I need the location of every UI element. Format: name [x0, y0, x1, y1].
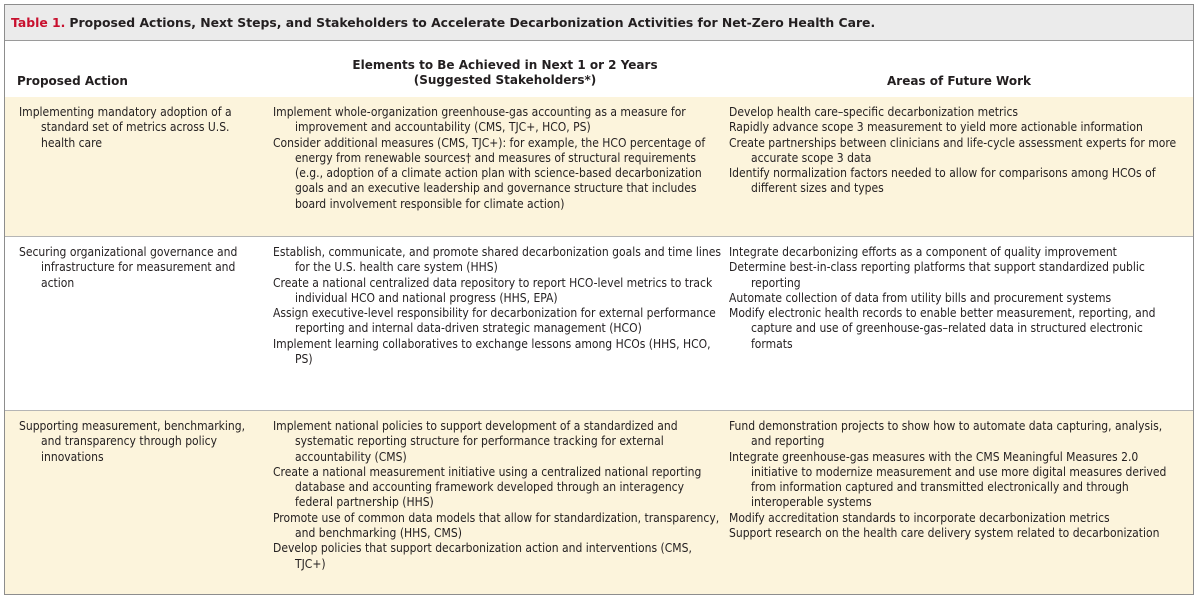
future-item: Develop health care–specific decarbonization metrics — [729, 105, 1019, 119]
header-elements — [290, 58, 720, 88]
future-item: Create partnerships between clinicians and life-cycle assessment experts for more accurate scope 3 data — [729, 135, 1177, 165]
cell-future-work — [729, 419, 1185, 541]
column-headers — [5, 41, 1193, 97]
future-item: Determine best-in-class reporting platforms that support standardized public reporting — [729, 260, 1145, 290]
future-item: Identify normalization factors needed to allow for comparisons among HCOs of different sizes and types — [729, 166, 1156, 196]
future-item: Automate collection of data from utility bills and procurement systems — [729, 290, 1112, 305]
action-text: Securing organizational governance and infrastructure for measurement and action — [19, 245, 238, 290]
future-item: Support research on the health care delivery system related to decarbonization — [729, 526, 1160, 541]
future-item: Modify electronic health records to enable better measurement, reporting, and capture and use of greenhouse-gas–related data in structured electronic formats — [729, 306, 1156, 351]
future-item: Fund demonstration projects to show how to automate data capturing, analysis, and reporting — [729, 419, 1163, 449]
table-caption — [5, 5, 1193, 41]
element-item: Create a national measurement initiative using a centralized national reporting database and accounting framework developed through an interagency federal partnership (HHS) — [273, 464, 702, 510]
cell-elements — [273, 419, 721, 572]
table-row — [5, 411, 1193, 595]
element-item: Implement national policies to support development of a standardized and systematic reporting structure for performance tracking for external accountability (CMS) — [273, 419, 678, 464]
table-row — [5, 237, 1193, 411]
future-item: Modify accreditation standards to incorporate decarbonization metrics — [729, 510, 1110, 525]
header-future-work: Areas of Future Work — [886, 74, 1031, 88]
action-text: Supporting measurement, benchmarking, and transparency through policy innovations — [19, 419, 246, 464]
element-item: Promote use of common data models that allow for standardization, transparency, and benchmarking (HHS, CMS) — [273, 510, 720, 541]
element-item: Implement learning collaboratives to exchange lessons among HCOs (HHS, HCO, PS) — [273, 336, 711, 367]
table-row — [5, 97, 1193, 237]
element-item: Implement whole-organization greenhouse-gas accounting as a measure for improvement and accountability (CMS, TJC+, HCO, PS) — [273, 105, 686, 135]
header-elements-line2: (Suggested Stakeholders*) — [413, 73, 597, 87]
cell-proposed-action — [19, 105, 259, 151]
future-item: Integrate greenhouse-gas measures with the CMS Meaningful Measures 2.0 initiative to modernize measurement and use more digital measures derived from information captured and transmitted electronically and through interoperable systems — [729, 449, 1167, 510]
future-item: Integrate decarbonizing efforts as a component of quality improvement — [729, 245, 1117, 259]
header-proposed-action: Proposed Action — [17, 74, 128, 88]
cell-future-work — [729, 245, 1185, 352]
cell-elements — [273, 105, 721, 212]
action-text: Implementing mandatory adoption of a standard set of metrics across U.S. health care — [19, 105, 232, 150]
cell-proposed-action — [19, 419, 259, 465]
header-elements-line1: Elements to Be Achieved in Next 1 or 2 Years — [352, 58, 658, 72]
cell-elements — [273, 245, 721, 367]
element-item: Create a national centralized data repository to report HCO-level metrics to track individual HCO and national progress (HHS, EPA) — [273, 275, 713, 305]
future-item: Rapidly advance scope 3 measurement to yield more actionable information — [729, 120, 1143, 135]
element-item: Establish, communicate, and promote shared decarbonization goals and time lines for the U.S. health care system (HHS) — [273, 245, 721, 275]
element-item: Develop policies that support decarbonization action and interventions (CMS, TJC+) — [273, 541, 692, 571]
table-number: Table 1. — [11, 15, 66, 30]
element-item: Consider additional measures (CMS, TJC+): for example, the HCO percentage of energy from renewable sources† and measures of structural requirements (e.g., adoption of a climate action plan with science-based decarbonization goals and an executive leadership and governance structure that includes board involvement responsible for climate action) — [273, 135, 706, 211]
cell-future-work — [729, 105, 1185, 197]
element-item: Assign executive-level responsibility for decarbonization for external performance reporting and internal data-driven strategic management (HCO) — [273, 306, 716, 336]
table-frame — [4, 4, 1194, 595]
table-title: Proposed Actions, Next Steps, and Stakeholders to Accelerate Decarbonization Activities for Net-Zero Health Care. — [69, 15, 876, 30]
cell-proposed-action — [19, 245, 259, 291]
